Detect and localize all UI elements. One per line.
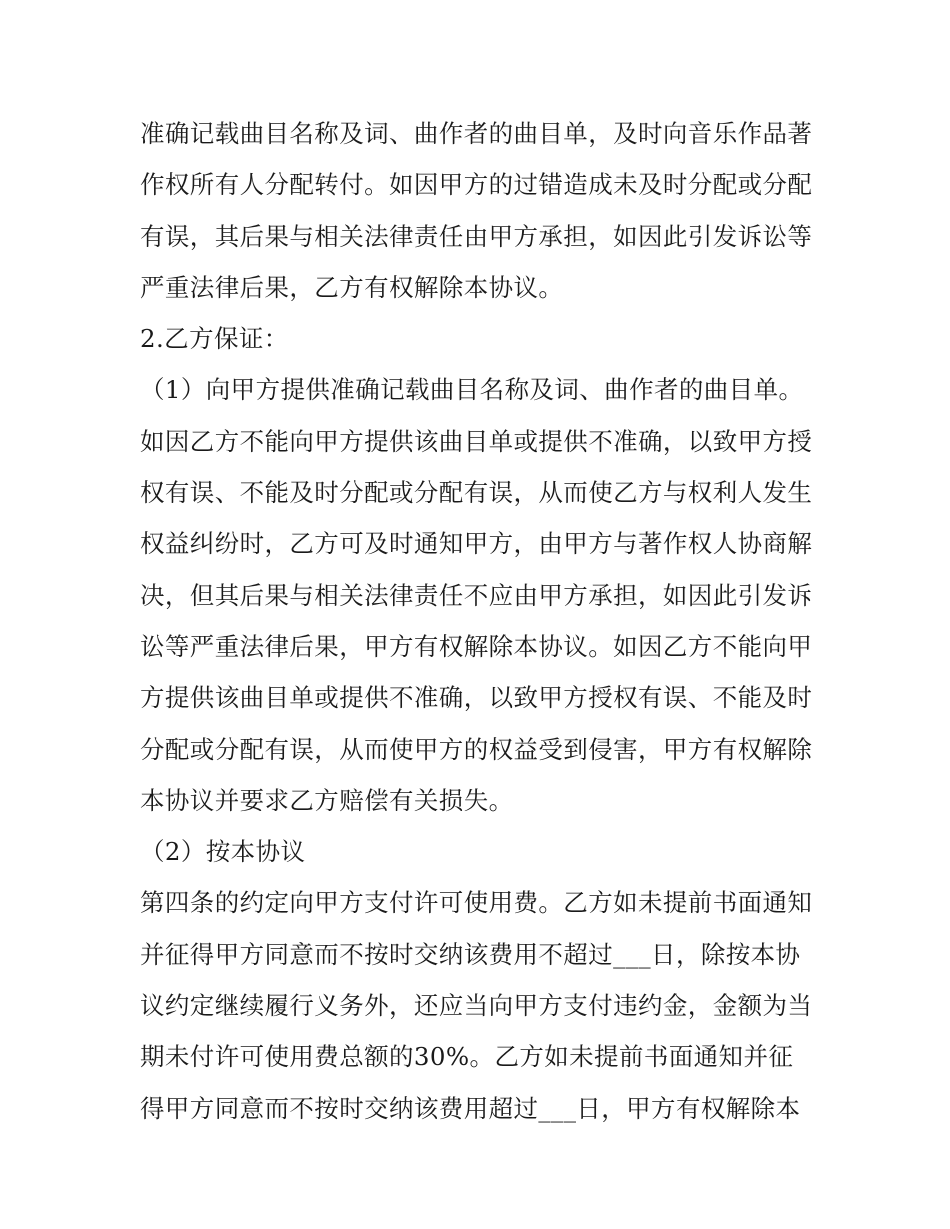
text-line: 本协议并要求乙方赔偿有关损失。 <box>140 785 514 815</box>
text-line: 作权所有人分配转付。如因甲方的过错造成未及时分配或分配 <box>140 170 813 200</box>
text-line: 分配或分配有误，从而使甲方的权益受到侵害，甲方有权解除 <box>140 734 813 764</box>
text-line: 得甲方同意而不按时交纳该费用超过___日，甲方有权解除本 <box>140 1093 801 1123</box>
section-heading: 2.乙方保证： <box>140 324 289 354</box>
text-line: 严重法律后果，乙方有权解除本协议。 <box>140 272 564 302</box>
text-line: 权益纠纷时，乙方可及时通知甲方，由甲方与著作权人协商解 <box>140 529 813 559</box>
text-line: 如因乙方不能向甲方提供该曲目单或提供不准确，以致甲方授 <box>140 426 813 456</box>
text-line: 准确记载曲目名称及词、曲作者的曲目单，及时向音乐作品著 <box>140 119 813 148</box>
text-line: 并征得甲方同意而不按时交纳该费用不超过___日，除按本协 <box>140 939 801 969</box>
text-line: 权有误、不能及时分配或分配有误，从而使乙方与权利人发生 <box>140 478 813 508</box>
text-line: 第四条的约定向甲方支付许可使用费。乙方如未提前书面通知 <box>140 888 813 918</box>
text-line: 有误，其后果与相关法律责任由甲方承担，如因此引发诉讼等 <box>140 221 813 251</box>
text-line: 决，但其后果与相关法律责任不应由甲方承担，如因此引发诉 <box>140 580 813 610</box>
text-line: 方提供该曲目单或提供不准确，以致甲方授权有误、不能及时 <box>140 683 813 713</box>
text-line: 议约定继续履行义务外，还应当向甲方支付违约金，金额为当 <box>140 991 813 1021</box>
document-body <box>140 108 830 1134</box>
text-line: 期未付许可使用费总额的30%。乙方如未提前书面通知并征 <box>140 1042 794 1072</box>
text-line: （2）按本协议 <box>140 837 306 867</box>
text-line: （1）向甲方提供准确记载曲目名称及词、曲作者的曲目单。 <box>140 375 804 405</box>
text-line: 讼等严重法律后果，甲方有权解除本协议。如因乙方不能向甲 <box>140 631 813 661</box>
